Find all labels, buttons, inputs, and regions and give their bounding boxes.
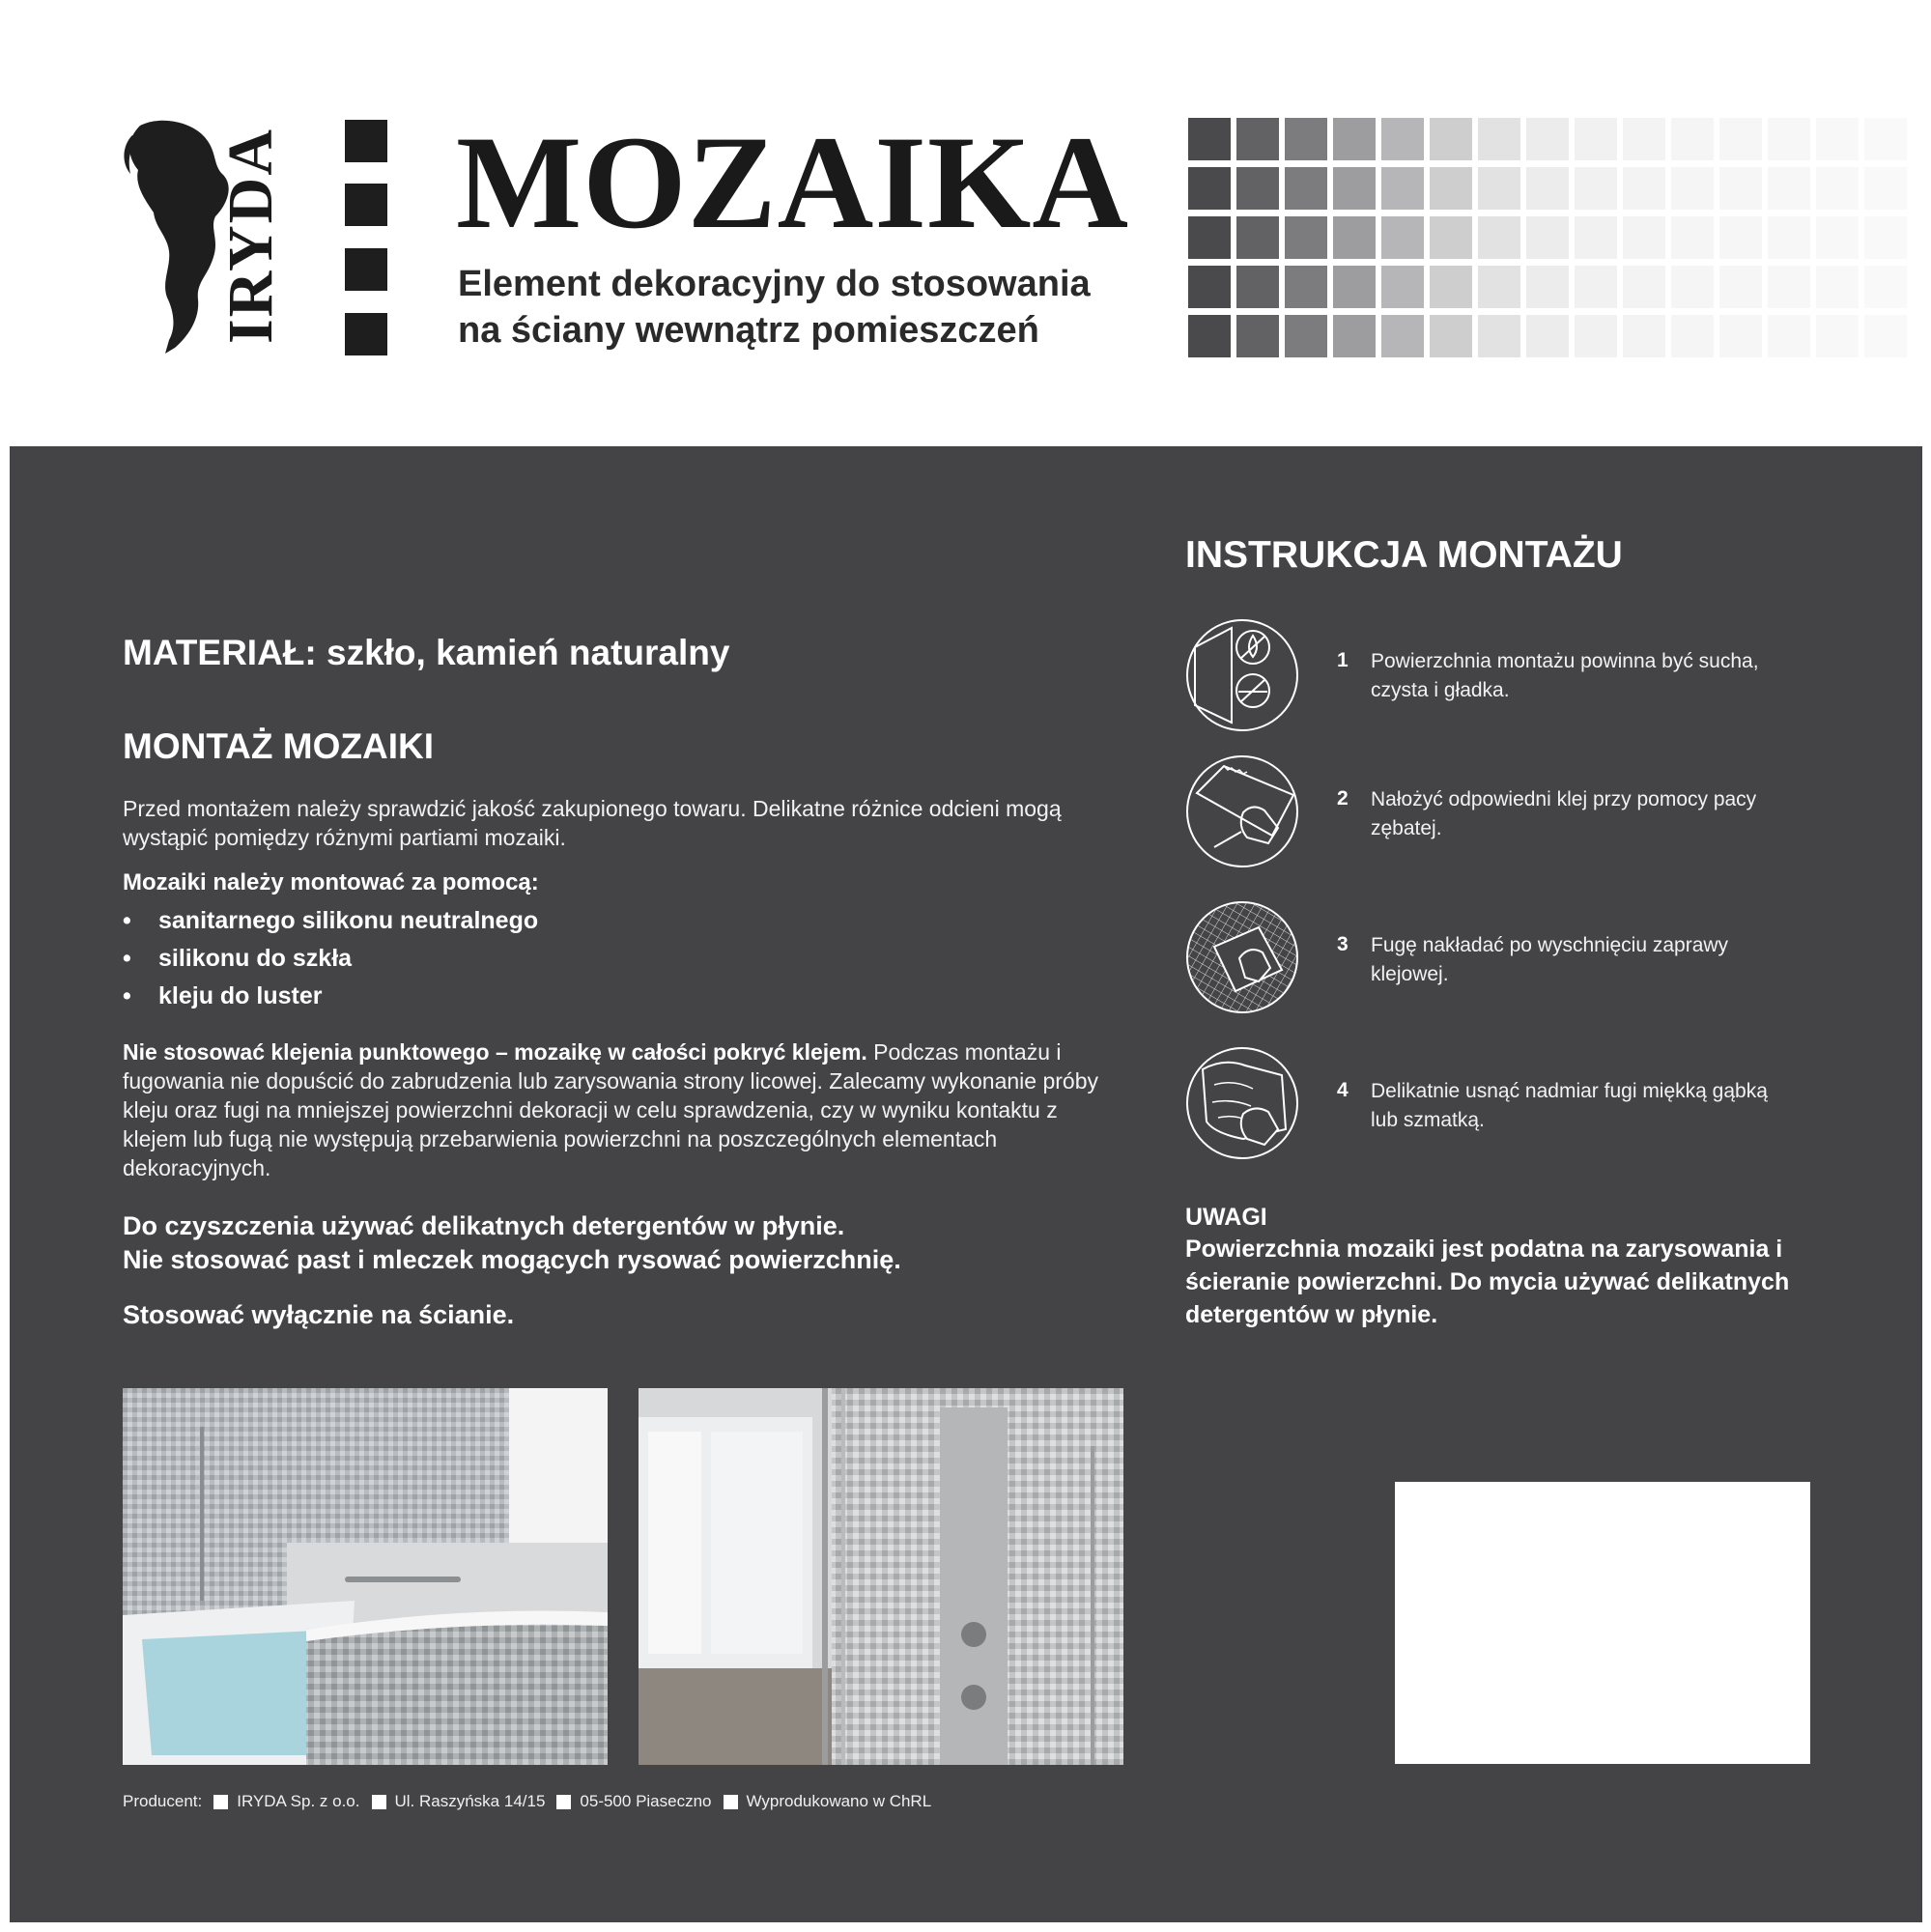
mosaic-tile: [1623, 118, 1665, 160]
mosaic-tile: [1430, 216, 1472, 259]
mosaic-tile: [1768, 118, 1810, 160]
mosaic-tile: [1285, 315, 1327, 357]
mosaic-tile: [1864, 118, 1907, 160]
instructions-heading: INSTRUKCJA MONTAŻU: [1185, 534, 1623, 576]
mosaic-tile: [1816, 167, 1859, 210]
mosaic-tile: [1381, 266, 1424, 308]
step-number: 4: [1337, 1079, 1349, 1101]
mosaic-tile: [1719, 167, 1762, 210]
mosaic-tile: [1768, 266, 1810, 308]
bathtub-photo: [123, 1388, 608, 1765]
mosaic-tile: [1381, 118, 1424, 160]
mosaic-tile: [1719, 216, 1762, 259]
mosaic-tile: [1526, 118, 1569, 160]
mosaic-tile: [1333, 118, 1376, 160]
page-title: MOZAIKA: [456, 108, 1129, 256]
montaz-heading: MONTAŻ MOZAIKI: [123, 726, 434, 766]
use-list: [123, 906, 538, 1019]
mosaic-tile: [1236, 167, 1279, 210]
mosaic-tile: [1188, 315, 1231, 357]
step-number: 1: [1337, 649, 1349, 671]
sponge-icon: [1185, 1046, 1299, 1160]
mosaic-tile: [1526, 315, 1569, 357]
divider-block: [345, 313, 387, 355]
list-item: • silikonu do szkła: [123, 945, 353, 972]
wall-only-note: Stosować wyłącznie na ścianie.: [123, 1300, 515, 1329]
divider-block: [345, 120, 387, 162]
mosaic-tile: [1816, 266, 1859, 308]
mosaic-tile: [1333, 266, 1376, 308]
separator-square-icon: [213, 1795, 228, 1809]
mosaic-tile: [1188, 118, 1231, 160]
list-item: • kleju do luster: [123, 982, 323, 1009]
montaz-warning-paragraph: Nie stosować klejenia punktowego – mozaikę w całości pokryć klejem. Podczas montażu i fugowania nie dopuścić do zabrudzenia lub zarysowania strony licowej. Zalecamy wykonanie próby kleju oraz fugi na mniejszej powierzchni dekoracji w celu sprawdzenia, czy w wyniku kontaktu z klejem lub fugą nie występują przebarwienia powierzchni na poszczególnych elementach dekoracyjnych.: [123, 1039, 1098, 1180]
mosaic-tile: [1478, 167, 1520, 210]
mosaic-tile: [1285, 266, 1327, 308]
label-placeholder-box: [1395, 1482, 1810, 1764]
mosaic-tile: [1768, 315, 1810, 357]
mosaic-tile: [1526, 266, 1569, 308]
header: [0, 0, 1931, 446]
step-text: Delikatnie usnąć nadmiar fugi miękką gąbką lub szmatką.: [1371, 1080, 1768, 1131]
step-number: 2: [1337, 787, 1349, 810]
mosaic-tile: [1236, 266, 1279, 308]
mosaic-tile: [1768, 216, 1810, 259]
shower-panel-photo: [639, 1388, 1123, 1765]
mosaic-tile: [1333, 315, 1376, 357]
mosaic-tile: [1333, 216, 1376, 259]
dry-clean-surface-icon: [1185, 618, 1299, 732]
mosaic-tile: [1575, 118, 1617, 160]
mosaic-tile: [1575, 266, 1617, 308]
mosaic-tile: [1478, 216, 1520, 259]
mosaic-tile: [1864, 216, 1907, 259]
use-label: Mozaiki należy montować za pomocą:: [123, 869, 539, 895]
mosaic-tile: [1623, 216, 1665, 259]
mosaic-tile: [1719, 118, 1762, 160]
mosaic-tile: [1768, 167, 1810, 210]
mosaic-tile: [1236, 216, 1279, 259]
mosaic-tile-graphic: [1188, 118, 1928, 357]
mosaic-tile: [1188, 266, 1231, 308]
mosaic-tile: [1864, 315, 1907, 357]
mosaic-tile: [1575, 216, 1617, 259]
mosaic-tile: [1623, 167, 1665, 210]
mosaic-tile: [1333, 167, 1376, 210]
step-text: Fugę nakładać po wyschnięciu zaprawy klejowej.: [1371, 934, 1729, 985]
mosaic-tile: [1623, 315, 1665, 357]
mosaic-tile: [1285, 167, 1327, 210]
mosaic-tile: [1719, 266, 1762, 308]
mosaic-tile: [1430, 315, 1472, 357]
mosaic-tile: [1816, 216, 1859, 259]
producer-line: Producent: IRYDA Sp. z o.o. Ul. Raszyńska 14/15 05-500 Piaseczno Wyprodukowano w ChRL: [123, 1792, 932, 1810]
mosaic-tile: [1623, 266, 1665, 308]
mosaic-tile: [1671, 315, 1714, 357]
mosaic-tile: [1188, 216, 1231, 259]
grout-float-icon: [1185, 900, 1299, 1014]
mosaic-tile: [1478, 266, 1520, 308]
separator-square-icon: [556, 1795, 571, 1809]
list-item: • sanitarnego silikonu neutralnego: [123, 907, 539, 934]
mosaic-tile: [1864, 167, 1907, 210]
mosaic-tile: [1526, 216, 1569, 259]
montaz-intro: Przed montażem należy sprawdzić jakość zakupionego towaru. Delikatne różnice odcieni mogą wystąpić pomiędzy różnymi partiami mozaiki.: [123, 796, 1062, 850]
mosaic-tile: [1381, 167, 1424, 210]
mosaic-tile: [1236, 118, 1279, 160]
mosaic-tile: [1671, 167, 1714, 210]
mosaic-tile: [1430, 167, 1472, 210]
mosaic-tile: [1381, 315, 1424, 357]
mosaic-tile: [1671, 118, 1714, 160]
mosaic-tile: [1236, 315, 1279, 357]
brand-divider-bar: [345, 120, 387, 355]
step-number: 3: [1337, 933, 1349, 955]
mosaic-tile: [1864, 266, 1907, 308]
material-heading: MATERIAŁ: szkło, kamień naturalny: [123, 633, 730, 672]
mosaic-tile: [1478, 118, 1520, 160]
mosaic-tile: [1575, 167, 1617, 210]
separator-square-icon: [724, 1795, 738, 1809]
cleaning-note: Do czyszczenia używać delikatnych detergentów w płynie. Nie stosować past i mleczek mogących rysować powierzchnię.: [123, 1211, 901, 1274]
notes-text: Powierzchnia mozaiki jest podatna na zarysowania i ścieranie powierzchni. Do mycia używać delikatnych detergentów w płynie.: [1185, 1236, 1790, 1328]
mosaic-tile: [1719, 315, 1762, 357]
mosaic-tile: [1816, 315, 1859, 357]
step-text: Nałożyć odpowiedni klej przy pomocy pacy zębatej.: [1371, 788, 1757, 839]
mosaic-tile: [1430, 118, 1472, 160]
notes-label: UWAGI: [1185, 1204, 1267, 1231]
mosaic-tile: [1671, 266, 1714, 308]
mosaic-tile: [1188, 167, 1231, 210]
separator-square-icon: [372, 1795, 386, 1809]
page-subtitle: Element dekoracyjny do stosowania na ściany wewnątrz pomieszczeń: [458, 264, 1091, 351]
divider-block: [345, 184, 387, 226]
mosaic-tile: [1816, 118, 1859, 160]
mosaic-tile: [1285, 118, 1327, 160]
mosaic-tile: [1671, 216, 1714, 259]
mosaic-tile: [1285, 216, 1327, 259]
brand-name: IRYDA: [215, 127, 286, 345]
mosaic-tile: [1478, 315, 1520, 357]
mosaic-tile: [1430, 266, 1472, 308]
divider-block: [345, 248, 387, 291]
mosaic-tile: [1381, 216, 1424, 259]
mosaic-tile: [1575, 315, 1617, 357]
notched-trowel-icon: [1185, 754, 1299, 868]
step-text: Powierzchnia montażu powinna być sucha, czysta i gładka.: [1371, 650, 1759, 701]
mosaic-tile: [1526, 167, 1569, 210]
